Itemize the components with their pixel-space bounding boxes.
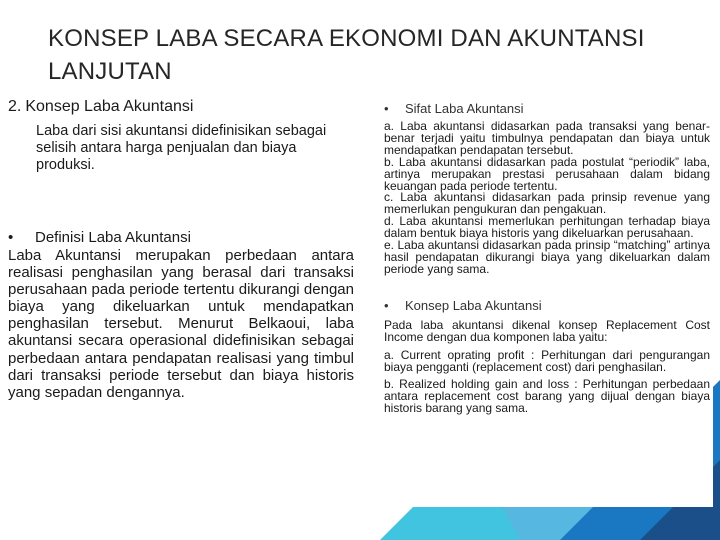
bullet-icon: • xyxy=(384,101,389,116)
page-title: KONSEP LABA SECARA EKONOMI DAN AKUNTANSI LANJUTAN xyxy=(48,25,645,85)
sifat-heading xyxy=(384,101,710,117)
right-column xyxy=(384,101,710,421)
konsep-intro: Pada laba akuntansi dikenal konsep Replacement Cost Income dengan dua komponen laba yaitu: xyxy=(384,317,710,344)
bullet-icon: • xyxy=(384,297,389,313)
konsep-item-a: a. Current oprating profit : Perhitungan dari pengurangan biaya pengganti (replacement cost) dari penghasilan. xyxy=(384,347,710,374)
sifat-heading-text: Sifat Laba Akuntansi xyxy=(405,101,524,116)
definition-bullet xyxy=(8,228,354,247)
sifat-item-a: a. Laba akuntansi didasarkan pada transaksi yang benar-benar terjadi yaitu timbulnya pendapatan dan biaya untuk mendapatkan pendapatan tersebut. xyxy=(384,119,710,157)
sifat-item-e: e. Laba akuntansi didasarkan pada prinsip “matching” artinya hasil pendapatan dikurangi biaya yang dikeluarkan dalam periode yang sama. xyxy=(384,238,710,276)
sifat-item-b: b. Laba akuntansi didasarkan pada postulat “periodik” laba, artinya merupakan prestasi perusahaan dalam bidang keuangan pada periode tertentu. xyxy=(384,154,710,193)
definition-paragraph: Laba Akuntansi merupakan perbedaan antara realisasi penghasilan yang berasal dari transaksi perusahaan pada periode tertentu dikurangi dengan biaya yang dikeluarkan untuk mendapatkan penghasilan tersebut. Menurut Belkaoui, laba akuntansi secara operasional didefinisikan sebagai perbedaan antara pendapatan realisasi yang timbul dari transaksi periode tersebut dan biaya historis yang sepadan dengannya. xyxy=(8,247,354,401)
bullet-icon: • xyxy=(8,229,14,246)
sifat-item-c: c. Laba akuntansi didasarkan pada prinsip revenue yang memerlukan pengukuran dan pengakuan. xyxy=(384,190,710,217)
konsep-heading xyxy=(384,298,710,314)
section-heading-text: Konsep Laba Akuntansi xyxy=(25,98,194,115)
definition-heading: Definisi Laba Akuntansi xyxy=(35,229,191,246)
konsep-item-b: b. Realized holding gain and loss : Perhitungan perbedaan antara replacement cost barang yang dijual dengan biaya historis barang yang sama. xyxy=(384,377,710,416)
konsep-list xyxy=(384,317,710,416)
konsep-heading-text: Konsep Laba Akuntansi xyxy=(405,297,542,313)
left-column xyxy=(8,97,354,401)
sifat-list xyxy=(384,121,710,276)
sifat-item-d: d. Laba akuntansi memerlukan perhitungan terhadap biaya dalam bentuk biaya historis yang dikeluarkan perusahaan. xyxy=(384,214,710,241)
section-number: 2. xyxy=(8,98,22,115)
section-heading xyxy=(8,97,354,117)
section-description: Laba dari sisi akuntansi didefinisikan sebagai selisih antara harga penjualan dan biaya produksi. xyxy=(36,123,327,173)
